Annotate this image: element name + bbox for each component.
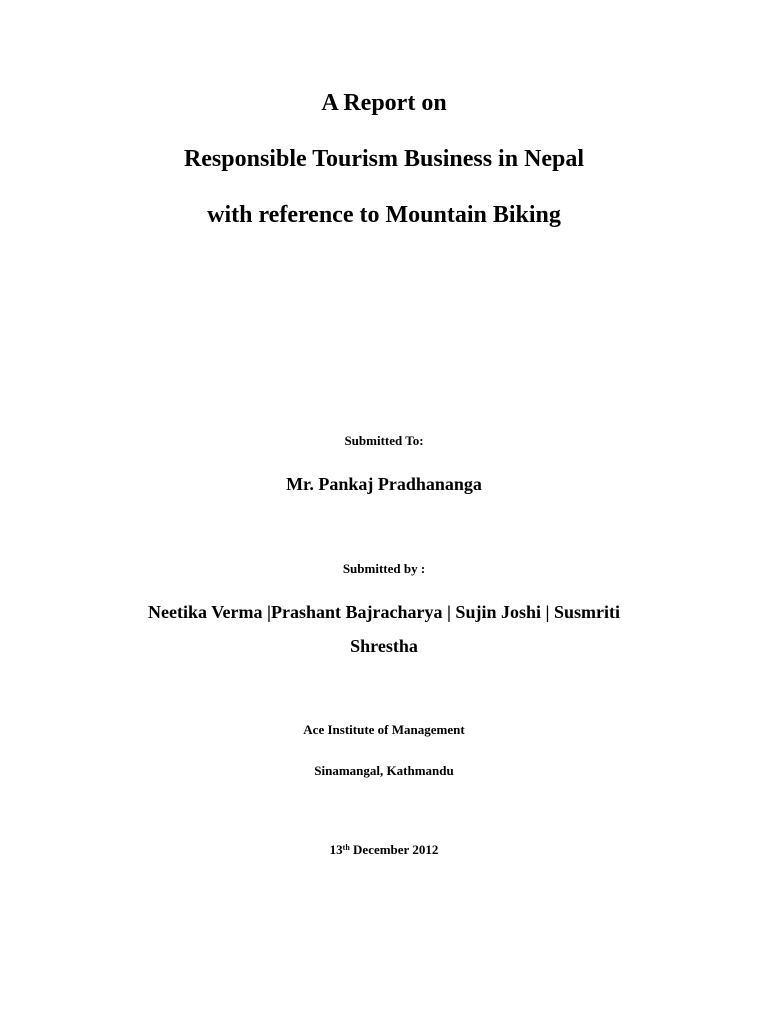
title-line-3: with reference to Mountain Biking bbox=[207, 202, 561, 228]
date-day: 13 bbox=[329, 842, 343, 857]
date-month-year: December 2012 bbox=[349, 842, 439, 857]
title-line-1: A Report on bbox=[321, 90, 447, 116]
institution-name: Ace Institute of Management bbox=[303, 722, 465, 737]
submitted-by-label: Submitted by : bbox=[342, 561, 426, 576]
title-line-2: Responsible Tourism Business in Nepal bbox=[183, 146, 585, 172]
report-date bbox=[0, 841, 768, 859]
institution-location: Sinamangal, Kathmandu bbox=[314, 763, 454, 778]
date-suffix: th bbox=[342, 843, 350, 852]
authors-line-1: Neetika Verma |Prashant Bajracharya | Sujin Joshi | Susmriti bbox=[148, 602, 620, 622]
authors-line-2: Shrestha bbox=[350, 636, 418, 656]
submitted-to-label: Submitted To: bbox=[344, 433, 424, 448]
submitted-to-name: Mr. Pankaj Pradhananga bbox=[286, 474, 482, 494]
